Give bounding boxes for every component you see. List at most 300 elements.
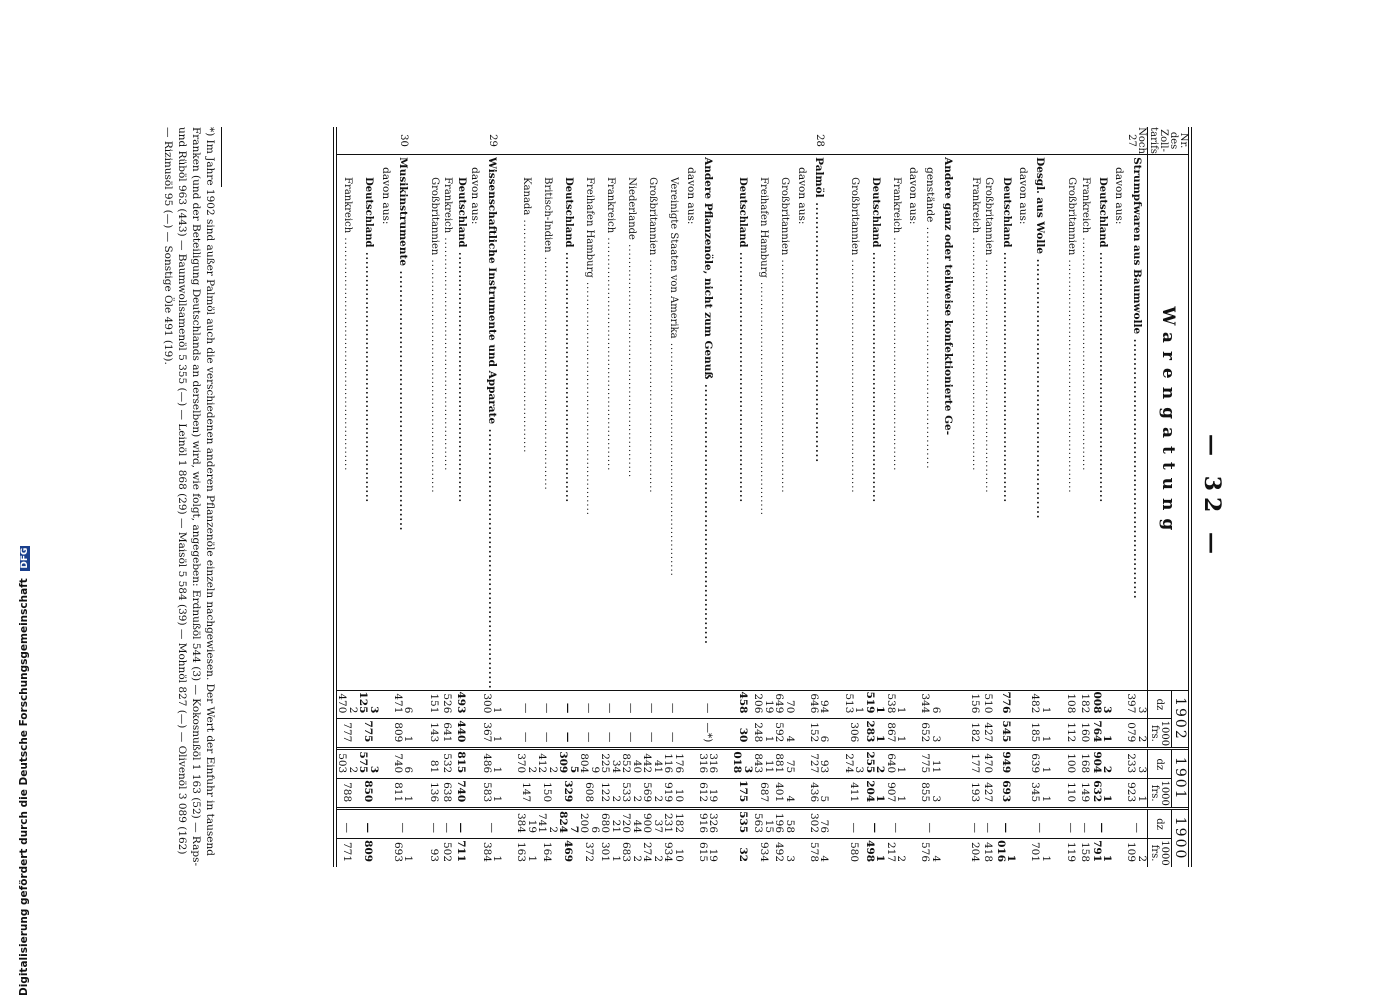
goods-name: [502, 155, 516, 690]
value-frs: 1 791: [1091, 839, 1112, 867]
tariff-number: [537, 127, 558, 155]
value-frs: —: [558, 719, 579, 749]
table-row: [920, 127, 941, 867]
value-dz: [502, 809, 516, 839]
value-frs: 545: [995, 719, 1016, 749]
value-frs: [954, 719, 968, 749]
table-row: [968, 127, 982, 867]
value-frs: 1 809: [392, 719, 413, 749]
value-dz: [468, 749, 482, 779]
value-frs: 1 016: [995, 839, 1016, 867]
goods-name: [413, 155, 427, 690]
value-dz: 1 639: [1030, 749, 1051, 779]
value-dz: [941, 749, 955, 779]
footnote-text: *) Im Jahre 1902 sind außer Palmöl auch die verschiedenen anderen Pflanzenöle einzeln nachgewiesen. Der Wert der Einfuhr in tausend Franken (und der Beteiligung Deutschlands an derselben) wird, wie folgt, angegeben: Erdnußöl 544 (3) — Kokosnußöl 1 163 (52) — Raps- und Rüböl 963 (443) — Baumwollsamenöl 5 355 (—) — Leinöl 1 868 (29) — Maisöl 5 584 (39) — Mohnöl 827 (—) — Olivenöl 3 089 (162) — Rizinusöl 95 (—) — Sonstige Öle 491 (19).: [162, 127, 216, 866]
value-dz: [379, 690, 393, 719]
value-frs: [379, 839, 393, 867]
goods-name: Großbritannien .....: [981, 155, 995, 690]
value-frs: 809: [358, 839, 379, 867]
value-dz: 100: [1064, 749, 1078, 779]
value-frs: [906, 719, 920, 749]
tariff-number: [864, 127, 885, 155]
goods-name: Großbritannien .....: [1064, 155, 1078, 690]
goods-name: Kanada .....: [516, 155, 537, 690]
tariff-number: [941, 127, 955, 155]
value-dz: 177: [968, 749, 982, 779]
tariff-number: [1078, 127, 1092, 155]
table-row: [481, 127, 502, 867]
tariff-number: [753, 127, 774, 155]
table-row: [516, 127, 537, 867]
value-dz: 326 916: [697, 809, 718, 839]
value-frs: 775: [358, 719, 379, 749]
value-frs: 158: [1078, 839, 1092, 867]
goods-name: Freihafen Hamburg .....: [579, 155, 600, 690]
value-frs: [684, 779, 698, 809]
value-frs: 1 163: [516, 839, 537, 867]
value-frs: 1 923: [1126, 779, 1148, 809]
table-row: [427, 127, 441, 867]
table-row: [718, 127, 732, 867]
value-dz: [906, 749, 920, 779]
table-row: [335, 127, 358, 867]
table-row: [537, 127, 558, 867]
value-frs: 427: [981, 719, 995, 749]
goods-name: Strumpfwaren aus Baumwolle .....: [1126, 155, 1148, 690]
value-dz: 949: [995, 749, 1016, 779]
value-frs: 1 764: [1091, 719, 1112, 749]
table-row: [454, 127, 468, 867]
tariff-number: [954, 127, 968, 155]
value-frs: [795, 779, 809, 809]
goods-name: Deutschland .....: [454, 155, 468, 690]
value-frs: [829, 719, 843, 749]
value-dz: 458: [732, 690, 753, 719]
table-row: [440, 127, 454, 867]
table-row: [468, 127, 482, 867]
value-frs: 1 248: [753, 719, 774, 749]
funding-note: [18, 546, 30, 996]
goods-name: Frankreich .....: [440, 155, 454, 690]
tariff-number: [774, 127, 795, 155]
value-dz: 6 740: [392, 749, 413, 779]
value-dz: 3 008: [1091, 690, 1112, 719]
value-dz: 1 513: [843, 690, 864, 719]
rotated-page: [125, 127, 1225, 867]
value-dz: —: [864, 809, 885, 839]
value-dz: 21 680: [600, 809, 621, 839]
value-dz: [413, 749, 427, 779]
value-frs: 440: [454, 719, 468, 749]
tariff-number: [885, 127, 906, 155]
tariff-number: [718, 127, 732, 155]
tariff-number: [516, 127, 537, 155]
tariff-number: 30: [397, 134, 409, 147]
value-frs: 3 855: [920, 779, 941, 809]
footnote-rule: [221, 127, 222, 187]
value-frs: [718, 839, 732, 867]
value-dz: 182 231: [663, 809, 684, 839]
value-dz: [954, 690, 968, 719]
value-frs: 136: [427, 779, 441, 809]
value-dz: [468, 809, 482, 839]
goods-name: Vereinigte Staaten von Amerika .....: [663, 155, 684, 690]
tariff-number: [968, 127, 982, 155]
value-frs: [684, 719, 698, 749]
value-frs: 372: [579, 839, 600, 867]
value-dz: [1051, 809, 1065, 839]
table-row: [392, 127, 413, 867]
value-dz: [1051, 690, 1065, 719]
tariff-number: [906, 127, 920, 155]
value-dz: 3 125: [358, 690, 379, 719]
value-frs: 1 583: [481, 779, 502, 809]
value-frs: [1016, 779, 1030, 809]
table-row: [413, 127, 427, 867]
goods-name: Großbritannien .....: [774, 155, 795, 690]
value-dz: [1112, 690, 1126, 719]
value-frs: 112: [1064, 719, 1078, 749]
dfg-logo: DFG: [20, 547, 30, 569]
table-row: [906, 127, 920, 867]
tariff-number: 29: [486, 134, 498, 147]
goods-name: davon aus:: [1112, 155, 1126, 690]
value-dz: [795, 690, 809, 719]
table-row: [1112, 127, 1126, 867]
tariff-number: [1030, 127, 1051, 155]
value-frs: [379, 779, 393, 809]
value-frs: 1 283: [864, 719, 885, 749]
value-frs: 1 301: [600, 839, 621, 867]
value-dz: [684, 690, 698, 719]
value-frs: 2 217: [885, 839, 906, 867]
value-frs: 119: [1064, 839, 1078, 867]
goods-name: davon aus:: [468, 155, 482, 690]
col-ware-header: Warengattung: [1148, 155, 1191, 690]
value-dz: 81: [427, 749, 441, 779]
tariff-number: [379, 127, 393, 155]
value-dz: [829, 809, 843, 839]
tariff-number: [502, 127, 516, 155]
value-dz: 2 470: [335, 690, 358, 719]
value-dz: [1112, 809, 1126, 839]
value-dz: 510: [981, 690, 995, 719]
value-dz: [954, 809, 968, 839]
goods-name: Großbritannien .....: [427, 155, 441, 690]
value-frs: 850: [358, 779, 379, 809]
tariff-number: [468, 127, 482, 155]
tariff-number: [995, 127, 1016, 155]
value-frs: [1112, 839, 1126, 867]
value-dz: —: [1091, 809, 1112, 839]
table-row: [1078, 127, 1092, 867]
value-dz: 3 018: [732, 749, 753, 779]
goods-name: Deutschland .....: [558, 155, 579, 690]
value-frs: 2 683: [621, 839, 642, 867]
value-frs: 3 652: [920, 719, 941, 749]
value-frs: 2 109: [1126, 839, 1148, 867]
tariff-number: [335, 127, 358, 155]
value-dz: —: [642, 690, 663, 719]
value-dz: [684, 809, 698, 839]
value-frs: 32: [732, 839, 753, 867]
value-frs: 204: [968, 839, 982, 867]
value-dz: 70 649: [774, 690, 795, 719]
table-row: [579, 127, 600, 867]
goods-name: [718, 155, 732, 690]
value-dz: 1 486: [481, 749, 502, 779]
value-frs: 175: [732, 779, 753, 809]
value-frs: [1112, 719, 1126, 749]
tariff-number: [427, 127, 441, 155]
table-row: [663, 127, 684, 867]
tariff-number: [600, 127, 621, 155]
value-dz: 44 720: [621, 809, 642, 839]
value-dz: —: [516, 690, 537, 719]
value-frs: 1 701: [1030, 839, 1051, 867]
value-dz: 2 370: [516, 749, 537, 779]
value-frs: [941, 839, 955, 867]
value-dz: 41 442: [642, 749, 663, 779]
goods-name: davon aus:: [795, 155, 809, 690]
goods-name: Deutschland .....: [995, 155, 1016, 690]
table-row: [684, 127, 698, 867]
tariff-number: [732, 127, 753, 155]
tariff-number: [440, 127, 454, 155]
value-frs: [1051, 779, 1065, 809]
value-frs: 638: [440, 779, 454, 809]
value-frs: [413, 839, 427, 867]
value-dz: 156: [968, 690, 982, 719]
value-dz: [829, 749, 843, 779]
value-dz: 40 852: [621, 749, 642, 779]
value-dz: 1 640: [885, 749, 906, 779]
value-frs: 4 576: [920, 839, 941, 867]
value-frs: 10 934: [663, 839, 684, 867]
value-dz: 815: [454, 749, 468, 779]
value-frs: 19 612: [697, 779, 718, 809]
unit-dz: dz: [1148, 809, 1172, 839]
tariff-number: 28: [813, 134, 825, 147]
value-dz: 5 309: [558, 749, 579, 779]
value-dz: 19 384: [516, 809, 537, 839]
value-dz: 76 302: [808, 809, 829, 839]
value-frs: 1 345: [1030, 779, 1051, 809]
value-dz: 11 775: [920, 749, 941, 779]
value-frs: [941, 719, 955, 749]
tariff-number: [829, 127, 843, 155]
goods-name: davon aus:: [906, 155, 920, 690]
value-dz: —: [392, 809, 413, 839]
value-dz: 1 482: [1030, 690, 1051, 719]
value-frs: 469: [558, 839, 579, 867]
value-frs: —: [537, 719, 558, 749]
value-frs: —: [516, 719, 537, 749]
value-frs: 19 615: [697, 839, 718, 867]
value-frs: 580: [843, 839, 864, 867]
goods-name: Freihafen Hamburg .....: [753, 155, 774, 690]
tariff-number: [1064, 127, 1078, 155]
value-dz: 176 116: [663, 749, 684, 779]
value-dz: —: [981, 809, 995, 839]
goods-name: Britisch-Indien .....: [537, 155, 558, 690]
value-frs: [502, 839, 516, 867]
unit-frs: 1000 frs.: [1148, 719, 1172, 749]
value-dz: —: [1126, 809, 1148, 839]
goods-name: Frankreich .....: [1078, 155, 1092, 690]
value-frs: 502: [440, 839, 454, 867]
value-dz: [718, 749, 732, 779]
value-frs: 2 274: [642, 839, 663, 867]
value-dz: —: [481, 809, 502, 839]
value-frs: [718, 719, 732, 749]
value-frs: 30: [732, 719, 753, 749]
year-1900: 1900: [1171, 809, 1190, 867]
value-dz: [379, 809, 393, 839]
value-frs: 788: [335, 779, 358, 809]
value-frs: —: [642, 719, 663, 749]
table-row: [995, 127, 1016, 867]
value-dz: [468, 690, 482, 719]
goods-name: [1051, 155, 1065, 690]
table-row: [774, 127, 795, 867]
year-1901: 1901: [1171, 749, 1190, 809]
table-row: [358, 127, 379, 867]
value-dz: 316 316: [697, 749, 718, 779]
value-frs: 1 384: [481, 839, 502, 867]
table-row: [885, 127, 906, 867]
value-dz: —: [454, 809, 468, 839]
value-frs: 427: [981, 779, 995, 809]
value-dz: —: [621, 690, 642, 719]
value-dz: 168: [1078, 749, 1092, 779]
value-frs: 641: [440, 719, 454, 749]
table-row: [829, 127, 843, 867]
table-row: [1051, 127, 1065, 867]
value-frs: 2 533: [621, 779, 642, 809]
value-dz: 2 904: [1091, 749, 1112, 779]
value-frs: 2 122: [600, 779, 621, 809]
value-dz: [1016, 809, 1030, 839]
value-dz: 6 471: [392, 690, 413, 719]
value-frs: 2 569: [642, 779, 663, 809]
page-number: — 32 —: [1199, 434, 1225, 560]
value-frs: [468, 839, 482, 867]
value-frs: 1 907: [885, 779, 906, 809]
value-frs: [1051, 839, 1065, 867]
table-row: [795, 127, 809, 867]
value-dz: —: [920, 809, 941, 839]
table-row: [954, 127, 968, 867]
value-dz: —: [663, 690, 684, 719]
value-frs: 1 498: [864, 839, 885, 867]
table-row: [1126, 127, 1148, 867]
tariff-number: [358, 127, 379, 155]
value-frs: [468, 779, 482, 809]
value-dz: —: [440, 809, 454, 839]
goods-name: Musikinstrumente .....: [392, 155, 413, 690]
value-frs: 1 185: [1030, 719, 1051, 749]
value-frs: [795, 719, 809, 749]
value-frs: 150: [537, 779, 558, 809]
value-frs: 1 867: [885, 719, 906, 749]
value-dz: 2 412: [537, 749, 558, 779]
tariff-number: [1051, 127, 1065, 155]
table-row: [981, 127, 995, 867]
table-row: [1064, 127, 1078, 867]
tariff-number: [454, 127, 468, 155]
value-dz: 182: [1078, 690, 1092, 719]
footnote: [161, 127, 222, 867]
unit-dz: dz: [1148, 749, 1172, 779]
value-dz: 34 225: [600, 749, 621, 779]
value-dz: 3 575: [358, 749, 379, 779]
funding-text: Digitalisierung gefördert durch die Deutsche Forschungsgemeinschaft: [18, 578, 30, 996]
value-dz: 2 503: [335, 749, 358, 779]
table-row: [808, 127, 829, 867]
value-frs: 6 152: [808, 719, 829, 749]
value-frs: 5 436: [808, 779, 829, 809]
table-row: [1091, 127, 1112, 867]
value-frs: [954, 839, 968, 867]
unit-dz: dz: [1148, 690, 1172, 719]
value-frs: 418: [981, 839, 995, 867]
value-dz: —: [579, 690, 600, 719]
value-dz: 9 804: [579, 749, 600, 779]
value-dz: —: [995, 809, 1016, 839]
value-frs: [502, 779, 516, 809]
value-dz: [718, 690, 732, 719]
value-frs: 777: [335, 719, 358, 749]
value-dz: 1 519: [864, 690, 885, 719]
value-dz: 3 274: [843, 749, 864, 779]
value-frs: 1 204: [864, 779, 885, 809]
unit-frs: 1000 frs.: [1149, 840, 1171, 866]
value-frs: [379, 719, 393, 749]
goods-name: Palmöl .....: [808, 155, 829, 690]
value-frs: [468, 719, 482, 749]
goods-name: davon aus:: [684, 155, 698, 690]
tariff-number: [981, 127, 995, 155]
value-dz: 108: [1064, 690, 1078, 719]
value-frs: 693: [995, 779, 1016, 809]
tariff-number: [558, 127, 579, 155]
value-frs: [718, 779, 732, 809]
value-dz: [1051, 749, 1065, 779]
value-dz: [379, 749, 393, 779]
value-dz: 58 196: [774, 809, 795, 839]
goods-name: Großbritannien .....: [642, 155, 663, 690]
value-dz: 94 646: [808, 690, 829, 719]
table-row: [941, 127, 955, 867]
value-dz: —: [558, 690, 579, 719]
goods-name: Deutschland .....: [358, 155, 379, 690]
value-frs: 143: [427, 719, 441, 749]
value-frs: [1016, 719, 1030, 749]
value-dz: 2 255: [864, 749, 885, 779]
table-row: [1030, 127, 1051, 867]
value-dz: —: [1064, 809, 1078, 839]
value-dz: [1112, 749, 1126, 779]
year-1902: 1902: [1171, 690, 1190, 749]
goods-name: Andere Pflanzenöle, nicht zum Genuß .....: [697, 155, 718, 690]
value-frs: 771: [335, 839, 358, 867]
tariff-number: [684, 127, 698, 155]
value-dz: [1016, 749, 1030, 779]
value-dz: [941, 690, 955, 719]
value-dz: [502, 749, 516, 779]
table-row: [753, 127, 774, 867]
